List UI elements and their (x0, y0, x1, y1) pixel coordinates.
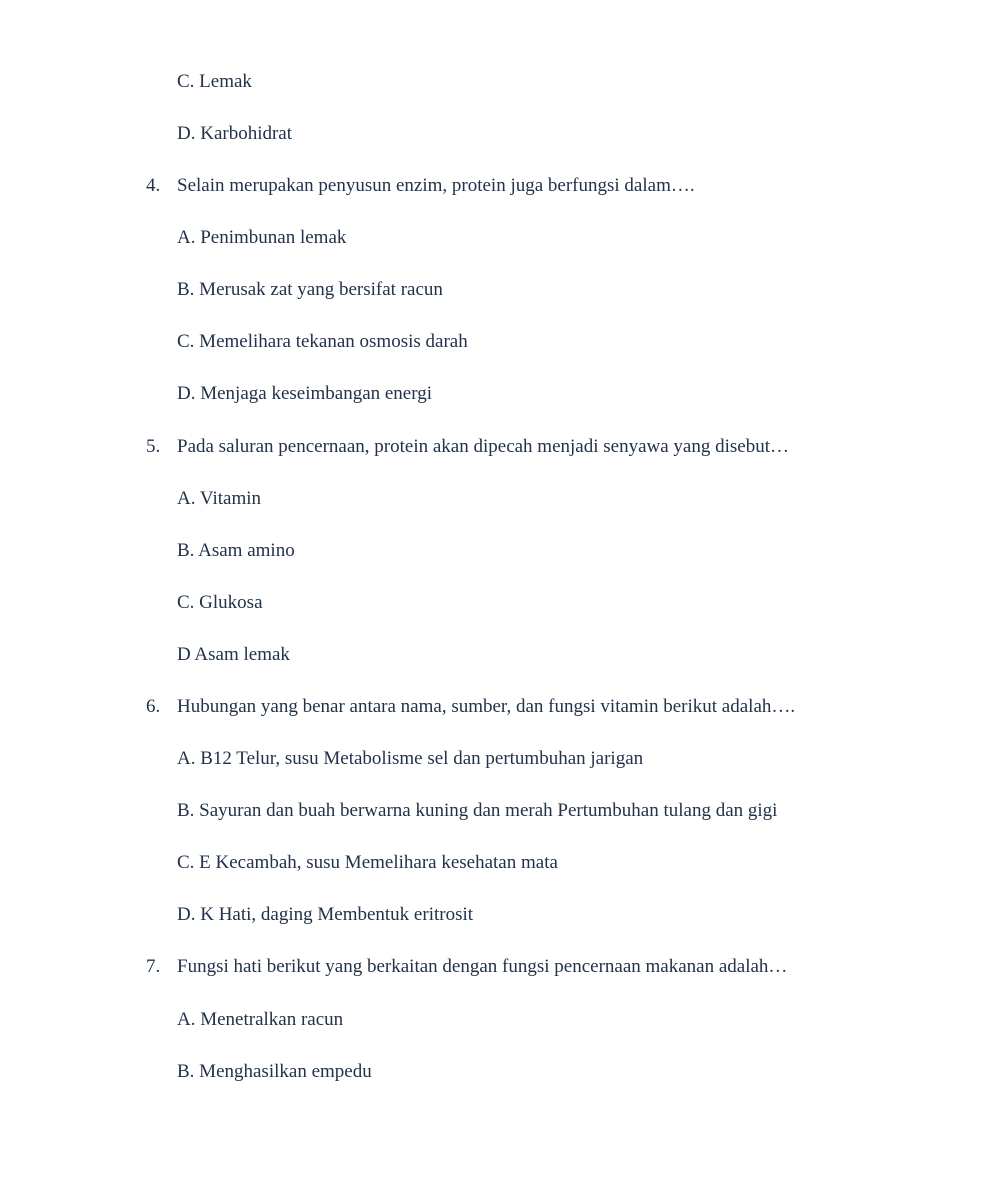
question-number: 7. (146, 956, 161, 977)
document-page: C. Lemak D. Karbohidrat 4. Selain merupakan penyusun enzim, protein juga berfungsi dalam…. A. Penimbunan lemak B. Merusak zat yang bersifat racun C. Memelihara tekanan osmosis darah D. Menjaga keseimbangan energi 5. Pada saluran pencernaan, protein akan dipecah menjadi senyawa yang disebut… A. Vitamin B. Asam amino C. Glukosa D Asam lemak 6. Hubungan yang benar antara nama, sumber, dan fungsi vitamin berikut adalah…. A. B12 Telur, susu Metabolisme sel dan pertumbuhan jarigan B. Sayuran dan buah berwarna kuning dan merah Pertumbuhan tulang dan gigi C. E Kecambah, susu Memelihara kesehatan mata D. K Hati, daging Membentuk eritrosit 7. Fungsi hati berikut yang berkaitan dengan fungsi pencernaan makanan adalah… A. Menetralkan racun B. Menghasilkan empedu (0, 0, 1000, 1200)
question-number: 4. (146, 175, 161, 196)
question-text: Fungsi hati berikut yang berkaitan dengan fungsi pencernaan makanan adalah… (177, 956, 788, 977)
question-number: 6. (146, 696, 161, 717)
question-text: Hubungan yang benar antara nama, sumber, dan fungsi vitamin berikut adalah…. (177, 696, 796, 717)
question-text: Selain merupakan penyusun enzim, protein juga berfungsi dalam…. (177, 175, 695, 196)
question-text: Pada saluran pencernaan, protein akan dipecah menjadi senyawa yang disebut… (177, 436, 789, 457)
question-number: 5. (146, 436, 161, 457)
